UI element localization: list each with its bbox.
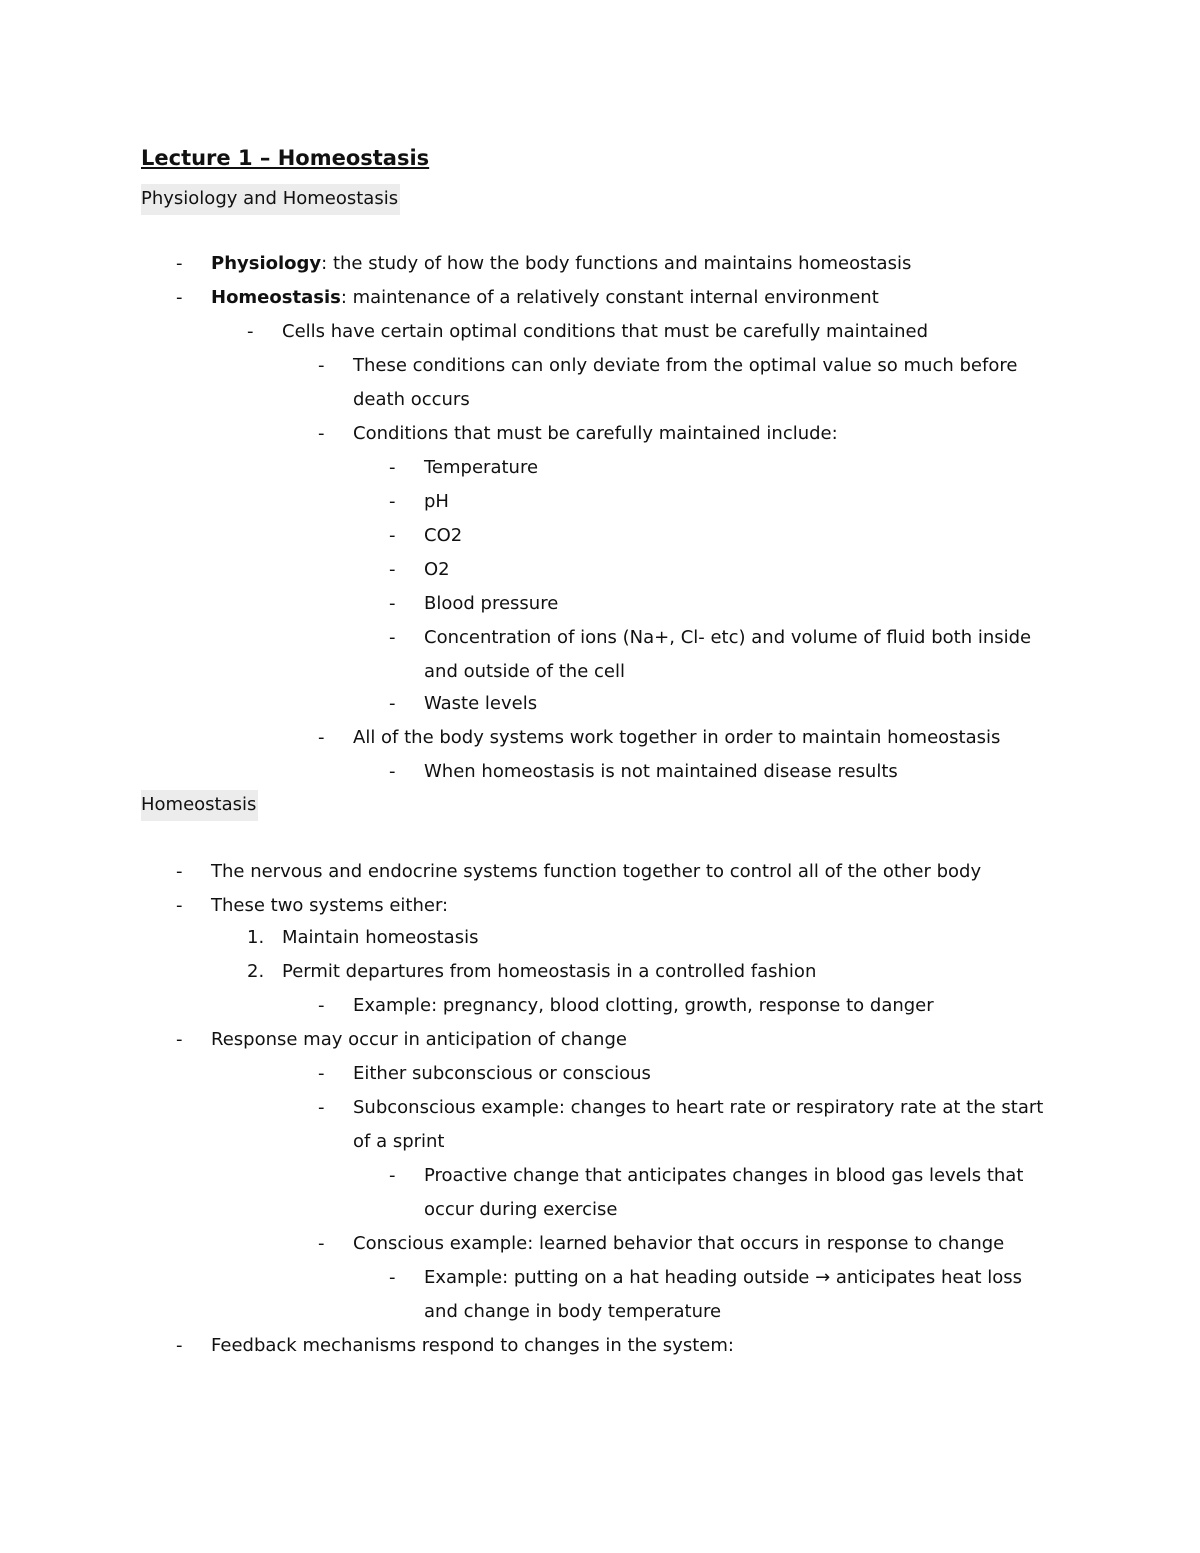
definition-physiology: : the study of how the body functions and maintains homeostasis — [321, 253, 912, 274]
bullet-dash: - — [389, 491, 396, 512]
bullet-dash: - — [318, 1097, 325, 1118]
list-item-text: Conditions that must be carefully maintained include: — [353, 423, 838, 444]
definition-homeostasis: : maintenance of a relatively constant internal environment — [340, 287, 879, 308]
list-item-text: These two systems either: — [211, 895, 449, 916]
condition-ph: pH — [424, 491, 449, 512]
bullet-dash: - — [318, 1063, 325, 1084]
section-heading-physiology: Physiology and Homeostasis — [141, 184, 400, 215]
list-item-text: All of the body systems work together in order to maintain homeostasis — [353, 727, 1001, 748]
list-item-text: The nervous and endocrine systems function together to control all of the other body — [211, 861, 982, 882]
bullet-dash: - — [318, 355, 325, 376]
term-physiology: Physiology — [211, 253, 322, 274]
bullet-dash: - — [318, 995, 325, 1016]
list-item-text: Feedback mechanisms respond to changes in the system: — [211, 1335, 734, 1356]
list-item-text: Maintain homeostasis — [282, 927, 479, 948]
list-item-text: Subconscious example: changes to heart rate or respiratory rate at the start — [353, 1097, 1044, 1118]
condition-temperature: Temperature — [424, 457, 539, 478]
condition-co2: CO2 — [424, 525, 463, 546]
item-number: 2. — [247, 961, 265, 982]
list-item-text: Conscious example: learned behavior that occurs in response to change — [353, 1233, 1005, 1254]
item-number: 1. — [247, 927, 265, 948]
page-title: Lecture 1 – Homeostasis — [141, 146, 430, 170]
bullet-dash: - — [176, 861, 183, 882]
list-item-text: Proactive change that anticipates changes in blood gas levels that — [424, 1165, 1024, 1186]
list-item-text: Response may occur in anticipation of change — [211, 1029, 627, 1050]
list-item-text: of a sprint — [353, 1131, 445, 1152]
list-item-text: These conditions can only deviate from the optimal value so much before — [353, 355, 1018, 376]
list-item-text: Cells have certain optimal conditions that must be carefully maintained — [282, 321, 929, 342]
list-item-text: and outside of the cell — [424, 661, 625, 682]
list-item-text: Permit departures from homeostasis in a controlled fashion — [282, 961, 817, 982]
bullet-dash: - — [176, 287, 183, 308]
list-item-text: When homeostasis is not maintained disease results — [424, 761, 898, 782]
list-item-text: death occurs — [353, 389, 470, 410]
bullet-dash: - — [318, 727, 325, 748]
bullet-dash: - — [318, 423, 325, 444]
list-item-text — [211, 247, 911, 281]
bullet-dash: - — [389, 525, 396, 546]
list-item-text: and change in body temperature — [424, 1301, 722, 1322]
section-heading-homeostasis: Homeostasis — [141, 790, 258, 821]
condition-waste: Waste levels — [424, 693, 538, 714]
bullet-dash: - — [389, 1165, 396, 1186]
bullet-dash: - — [389, 627, 396, 648]
condition-blood-pressure: Blood pressure — [424, 593, 559, 614]
condition-ions: Concentration of ions (Na+, Cl- etc) and volume of fluid both inside — [424, 627, 1032, 648]
bullet-dash: - — [389, 559, 396, 580]
bullet-dash: - — [176, 1335, 183, 1356]
bullet-dash: - — [247, 321, 254, 342]
list-item-text: occur during exercise — [424, 1199, 618, 1220]
bullet-dash: - — [389, 761, 396, 782]
bullet-dash: - — [318, 1233, 325, 1254]
list-item-text: Example: putting on a hat heading outside → anticipates heat loss — [424, 1267, 1023, 1288]
bullet-dash: - — [389, 1267, 396, 1288]
list-item-text: Example: pregnancy, blood clotting, growth, response to danger — [353, 995, 934, 1016]
bullet-dash: - — [389, 693, 396, 714]
bullet-dash: - — [389, 593, 396, 614]
bullet-dash: - — [389, 457, 396, 478]
term-homeostasis: Homeostasis — [211, 287, 341, 308]
bullet-dash: - — [176, 1029, 183, 1050]
list-item-text — [211, 281, 879, 315]
list-item-text: Either subconscious or conscious — [353, 1063, 651, 1084]
bullet-dash: - — [176, 895, 183, 916]
bullet-dash: - — [176, 253, 183, 274]
condition-o2: O2 — [424, 559, 450, 580]
